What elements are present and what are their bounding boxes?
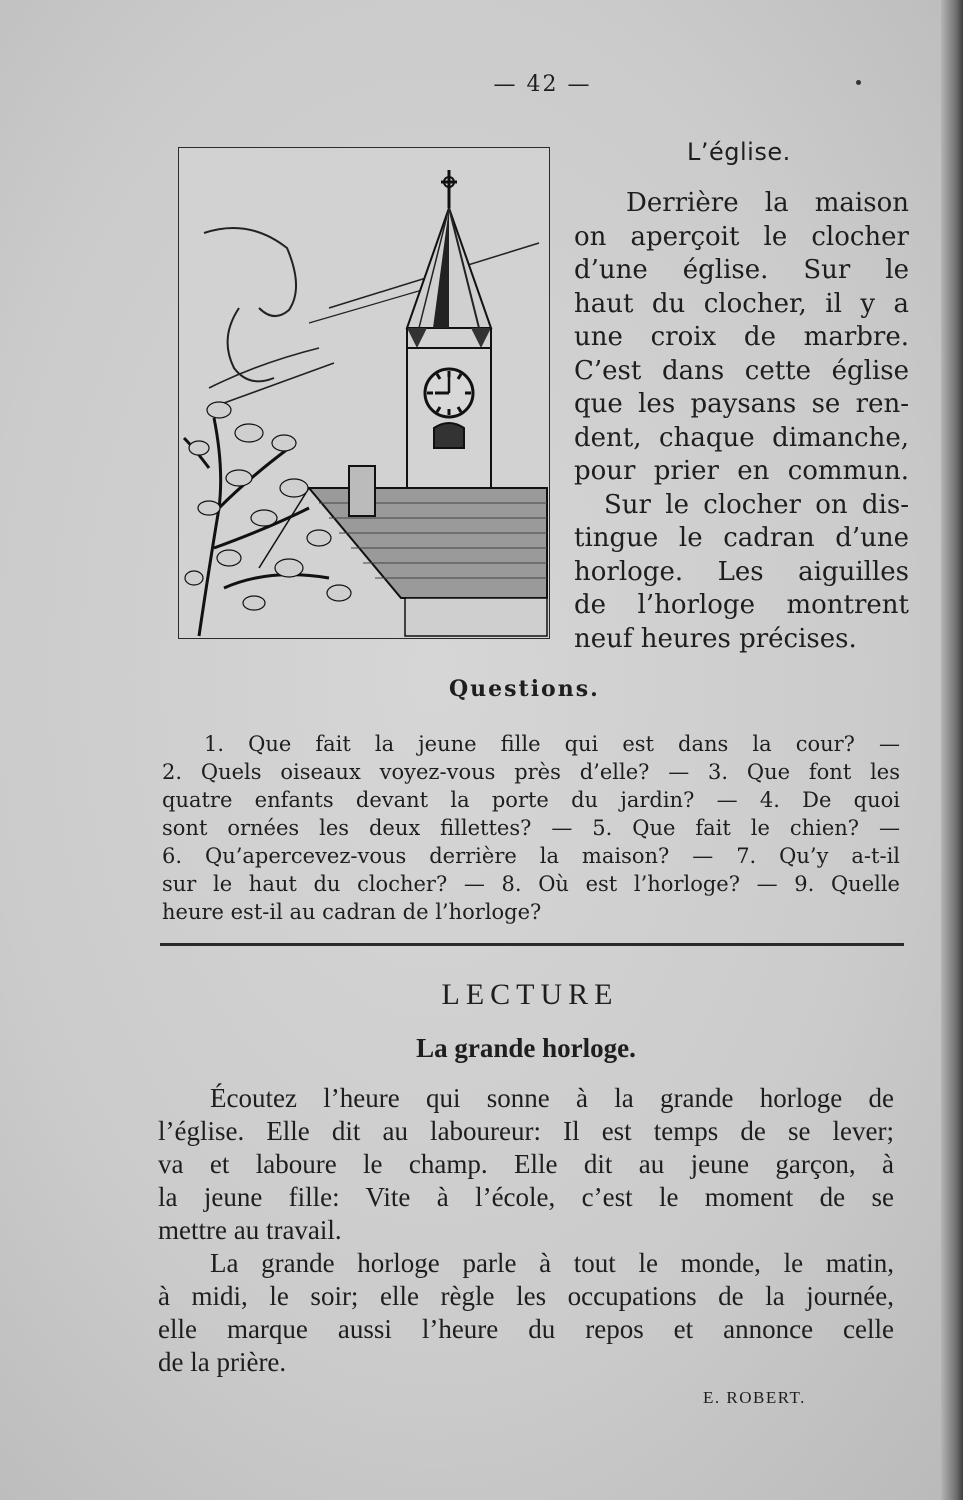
question-line: 1. Que fait la jeune fille qui est dans la cour? —	[204, 732, 900, 756]
question-line: 2. Quels oiseaux voyez-vous près d’elle? — 3. Que font les	[162, 760, 900, 784]
page-number: — 42 —	[493, 72, 592, 97]
text-line: d’une église. Sur le	[574, 255, 909, 285]
lecture-heading: LECTURE	[441, 978, 619, 1011]
lecture-line: mettre au travail.	[158, 1215, 342, 1245]
lecture-body	[158, 1082, 894, 1379]
questions-heading: Questions.	[449, 676, 600, 702]
text-line: neuf heures précises.	[574, 623, 857, 654]
lecture-line: La grande horloge parle à tout le monde, le matin,	[210, 1248, 894, 1278]
text-line: que les paysans se ren-	[574, 389, 909, 419]
text-line: dent, chaque dimanche,	[574, 422, 909, 453]
text-line: Sur le clocher on dis-	[604, 489, 909, 520]
text-line: tingue le cadran d’une	[574, 523, 909, 553]
text-line: Derrière la maison	[626, 188, 909, 218]
question-line: quatre enfants devant la porte du jardin? — 4. De quoi	[162, 788, 900, 812]
text-line: de l’horloge montrent	[574, 590, 909, 620]
section-title-eglise: L’église.	[687, 138, 791, 166]
eglise-paragraph	[574, 187, 909, 656]
section-divider	[160, 943, 904, 946]
question-line: heure est-il au cadran de l’horloge?	[162, 900, 542, 924]
lecture-line: va et laboure le champ. Elle dit au jeune garçon, à	[158, 1149, 894, 1179]
page-binding-shadow	[941, 0, 963, 1500]
lecture-line: de la prière.	[158, 1347, 287, 1377]
text-line: une croix de marbre.	[574, 322, 909, 352]
text-line: haut du clocher, il y a	[574, 288, 909, 319]
church-drawing	[179, 148, 549, 638]
question-line: sur le haut du clocher? — 8. Où est l’horloge? — 9. Quelle	[162, 872, 900, 896]
ink-speck	[856, 80, 861, 85]
text-line: pour prier en commun.	[574, 456, 909, 486]
text-line: C’est dans cette église	[574, 355, 909, 386]
lecture-line: l’église. Elle dit au laboureur: Il est temps de se lever;	[158, 1116, 894, 1146]
lecture-title: La grande horloge.	[416, 1033, 636, 1063]
lecture-line: la jeune fille: Vite à l’école, c’est le moment de se	[158, 1182, 894, 1212]
questions-list	[162, 730, 900, 926]
lecture-line: Écoutez l’heure qui sonne à la grande horloge de	[210, 1083, 894, 1113]
lecture-line: elle marque aussi l’heure du repos et annonce celle	[158, 1314, 894, 1344]
question-line: 6. Qu’apercevez-vous derrière la maison? — 7. Qu’y a-t-il	[162, 844, 900, 868]
text-line: on aperçoit le clocher	[574, 221, 909, 252]
author-signature: E. ROBERT.	[703, 1388, 806, 1407]
church-illustration	[178, 147, 550, 639]
lecture-line: à midi, le soir; elle règle les occupations de la journée,	[158, 1281, 894, 1311]
text-line: horloge. Les aiguilles	[574, 556, 909, 587]
question-line: sont ornées les deux fillettes? — 5. Que fait le chien? —	[162, 816, 900, 840]
